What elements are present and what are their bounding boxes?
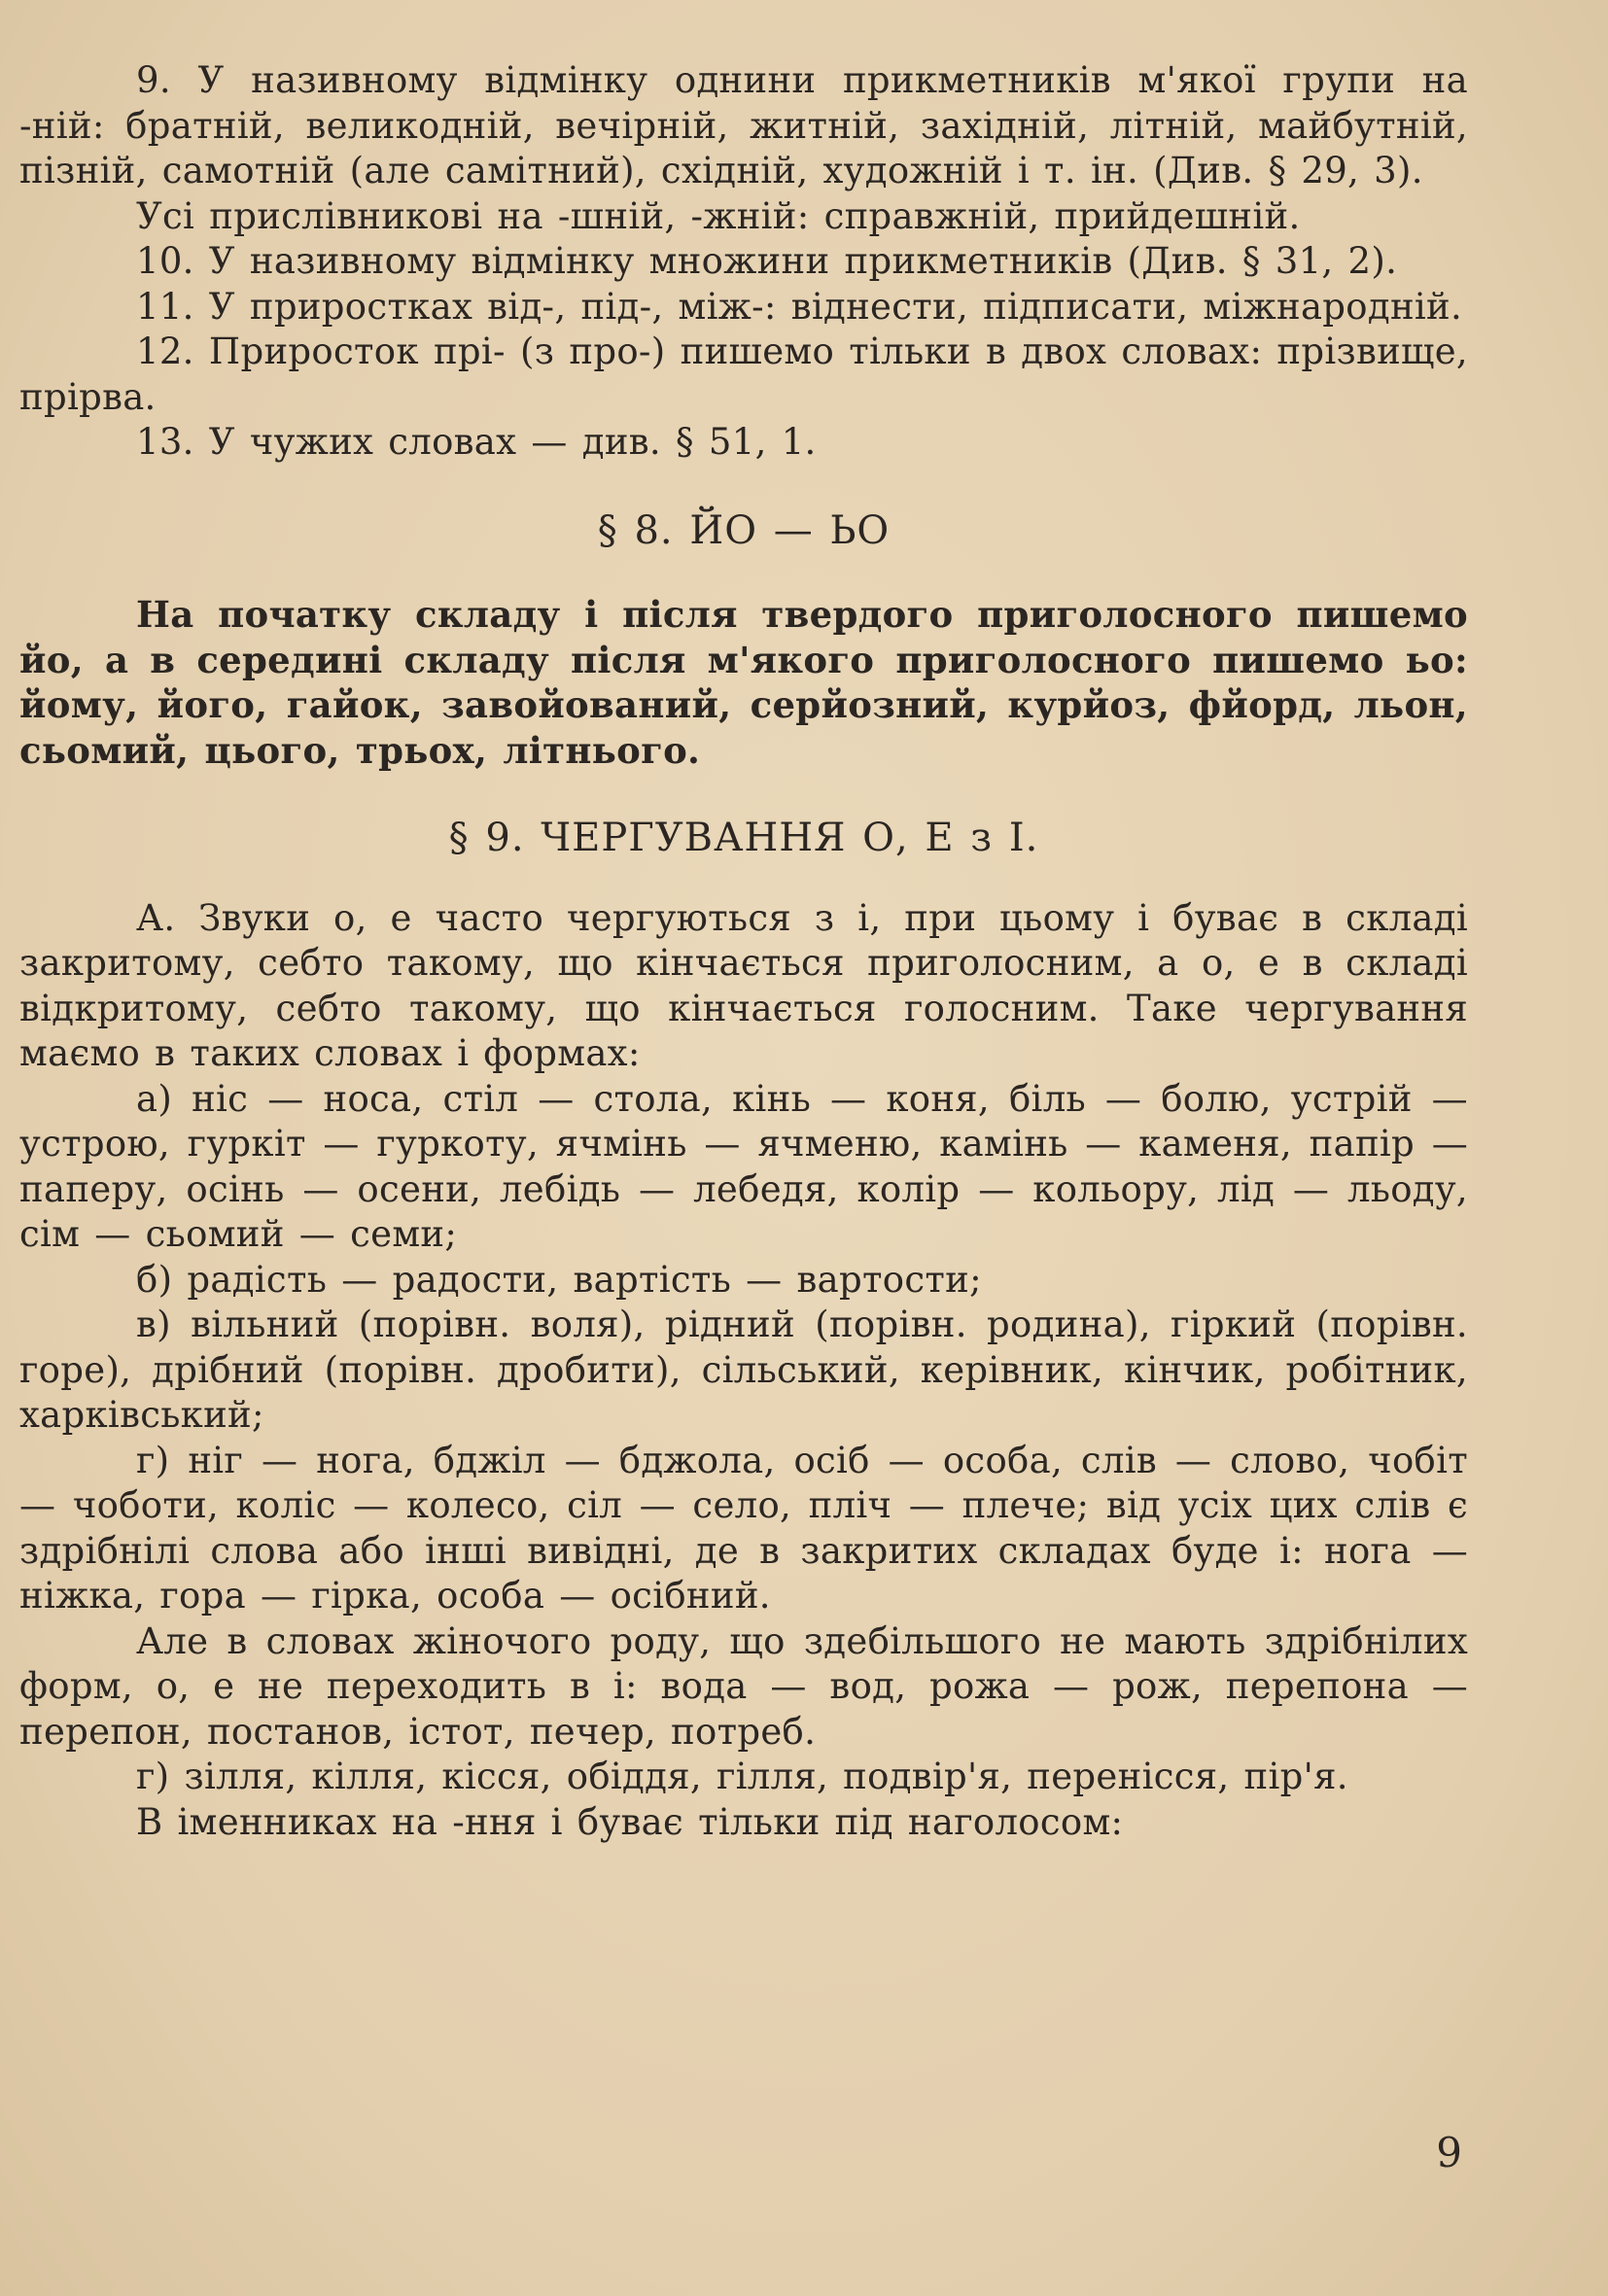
page-text (19, 58, 1468, 1845)
section-9-item-g2: г) зілля, кілля, кісся, обіддя, гілля, подвір'я, перенісся, пір'я. (136, 1756, 1348, 1797)
section-9-intro: А. Звуки о, е часто чергуються з і, при цьому і буває в складі закритому, себто такому, що кінчається приголосним, а о, е в складі відкритому, себто такому, що кінчається голосним. Таке чергування маємо в таких словах і формах: (19, 896, 1468, 1074)
section-9-heading: § 9. ЧЕРГУВАННЯ О, Е з І. (448, 816, 1039, 860)
section-9-item-a: а) ніс — носа, стіл — стола, кінь — коня, біль — болю, устрій — устрою, гуркіт — гуркоту, ячмінь — ячменю, камінь — каменя, папір — паперу, осінь — осени, лебідь — лебедя, колір — кольору, лід — льоду, сім — сьомий — семи; (19, 1077, 1468, 1255)
section-9-item-g: г) ніг — нога, бджіл — бджола, осіб — особа, слів — слово, чобіт — чоботи, коліс — колесо, сіл — село, пліч — плече; від усіх цих слів є здрібнілі слова або інші вивідні, де в закритих складах буде і: нога — ніжка, гора — гірка, особа — осібний. (19, 1439, 1468, 1617)
paragraph-13: 13. У чужих словах — див. § 51, 1. (136, 421, 817, 463)
paragraph-10: 10. У називному відмінку множини прикметників (Див. § 31, 2). (136, 240, 1398, 282)
paragraph-9: 9. У називному відмінку однини прикметників м'якої групи на -ній: братній, великодній, вечірній, житній, західній, літній, майбутній, пізній, самотній (але самітний), східній, художній і т. ін. (Див. § 29, 3). (19, 59, 1468, 191)
section-8-heading: § 8. ЙО — ЬО (597, 507, 891, 553)
section-9-item-v: в) вільний (порівн. воля), рідний (порівн. родина), гіркий (порівн. горе), дрібний (порівн. дробити), сільський, керівник, кінчик, робітник, харківський; (19, 1304, 1468, 1436)
paragraph-12: 12. Приросток прі- (з про-) пишемо тільки в двох словах: прізвище, прірва. (19, 330, 1468, 418)
section-9-feminine-note: Але в словах жіночого роду, що здебільшого не мають здрібнілих форм, о, е не переходить в і: вода — вод, рожа — рож, перепона — перепон, постанов, істот, печер, потреб. (19, 1619, 1468, 1753)
section-9-nouns-nnia: В іменниках на -ння і буває тільки під наголосом: (136, 1800, 1124, 1843)
paragraph-9-note: Усі прислівникові на -шній, -жній: справжній, прийдешній. (136, 194, 1301, 237)
section-9-item-b: б) радість — радости, вартість — вартости; (136, 1258, 982, 1301)
paragraph-11: 11. У приростках від-, під-, між-: віднести, підписати, міжнародній. (136, 285, 1463, 328)
page-number: 9 (1436, 2129, 1462, 2176)
section-8-body: На початку складу і після твердого приголосного пишемо йо, а в середині складу після м'якого приголосного пишемо ьо: йому, його, гайок, завойований, серйозний, курйоз, фйорд, льон, сьомий, цього, трьох, літнього. (19, 593, 1468, 772)
